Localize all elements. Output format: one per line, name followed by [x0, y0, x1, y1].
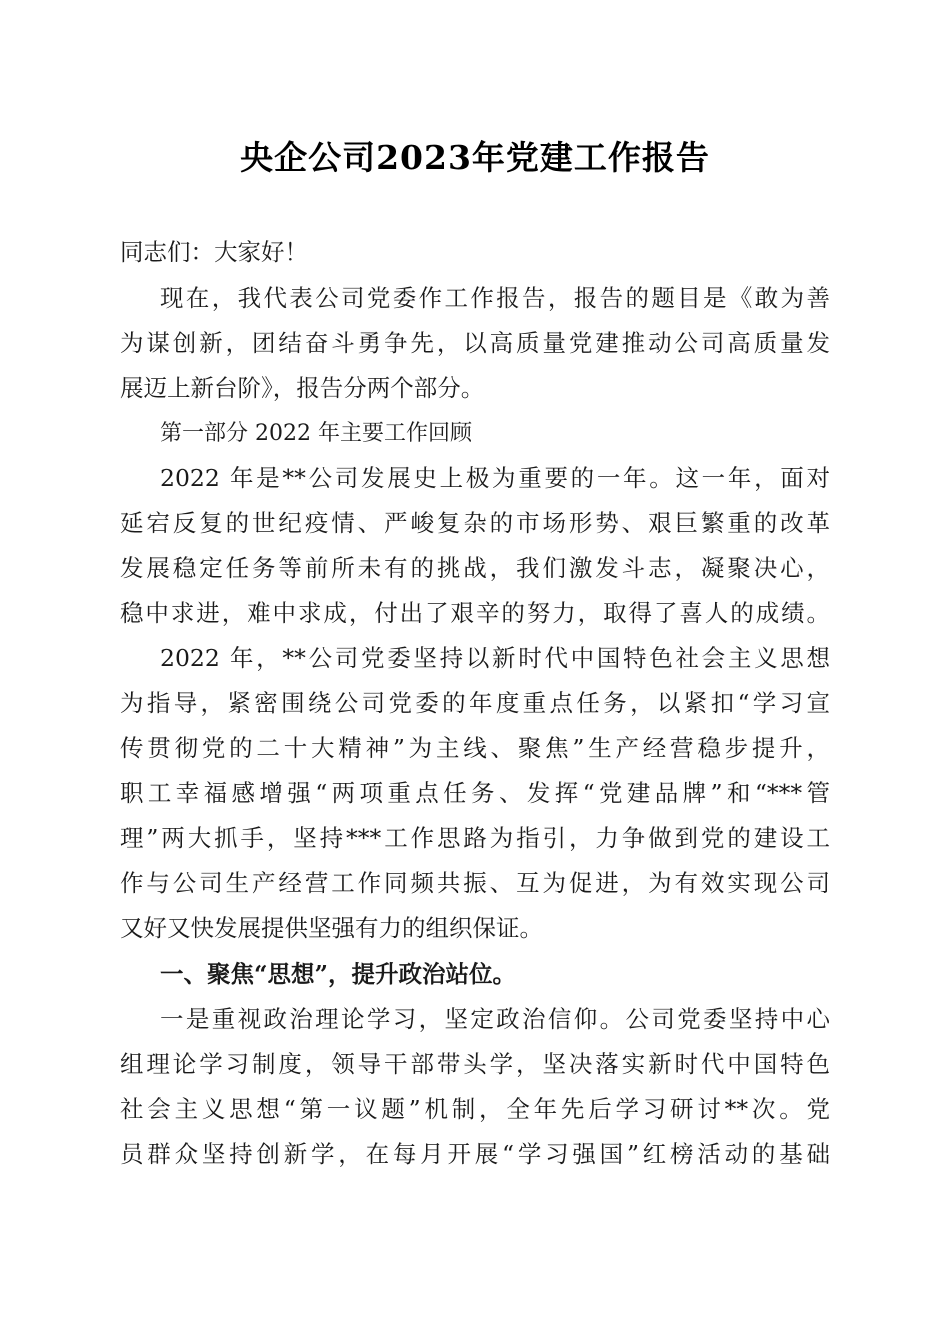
paragraph-line: 一是重视政治理论学习，坚定政治信仰。公司党委坚持中心: [160, 1005, 830, 1033]
paragraph-line: 稳中求进，难中求成，付出了艰辛的努力，取得了喜人的成绩。: [120, 599, 830, 627]
paragraph-line: 社会主义思想“第一议题”机制，全年先后学习研讨**次。党: [120, 1095, 830, 1123]
document-title: 央企公司2023年党建工作报告: [240, 138, 710, 177]
paragraph-line: 组理论学习制度，领导干部带头学，坚决落实新时代中国特色: [120, 1050, 830, 1078]
paragraph-line: 职工幸福感增强“两项重点任务、发挥“党建品牌”和“***管: [120, 779, 830, 807]
paragraph-line: 为谋创新，团结奋斗勇争先，以高质量党建推动公司高质量发: [120, 329, 830, 357]
paragraph-line: 2022 年，**公司党委坚持以新时代中国特色社会主义思想: [160, 644, 830, 672]
paragraph-line: 现在，我代表公司党委作工作报告，报告的题目是《敢为善: [160, 284, 830, 312]
paragraph-line: 展迈上新台阶》，报告分两个部分。: [120, 374, 485, 402]
paragraph-line: 为指导，紧密围绕公司党委的年度重点任务，以紧扣“学习宣: [120, 689, 830, 717]
paragraph-line: 传贯彻党的二十大精神”为主线、聚焦”生产经营稳步提升，: [120, 734, 830, 762]
greeting-line: 同志们：大家好！: [120, 238, 308, 266]
subsection-heading: 一、聚焦“思想”，提升政治站位。: [160, 960, 517, 988]
paragraph-line: 作与公司生产经营工作同频共振、互为促进，为有效实现公司: [120, 869, 830, 897]
section-heading: 第一部分 2022 年主要工作回顾: [160, 421, 472, 446]
paragraph-line: 员群众坚持创新学，在每月开展“学习强国”红榜活动的基础: [120, 1140, 830, 1168]
paragraph-line: 又好又快发展提供坚强有力的组织保证。: [120, 914, 543, 942]
paragraph-line: 理”两大抓手，坚持***工作思路为指引，力争做到党的建设工: [120, 824, 830, 852]
paragraph-line: 发展稳定任务等前所未有的挑战，我们激发斗志，凝聚决心，: [120, 554, 830, 582]
paragraph-line: 延宕反复的世纪疫情、严峻复杂的市场形势、艰巨繁重的改革: [120, 509, 830, 537]
paragraph-line: 2022 年是**公司发展史上极为重要的一年。这一年，面对: [160, 464, 830, 492]
